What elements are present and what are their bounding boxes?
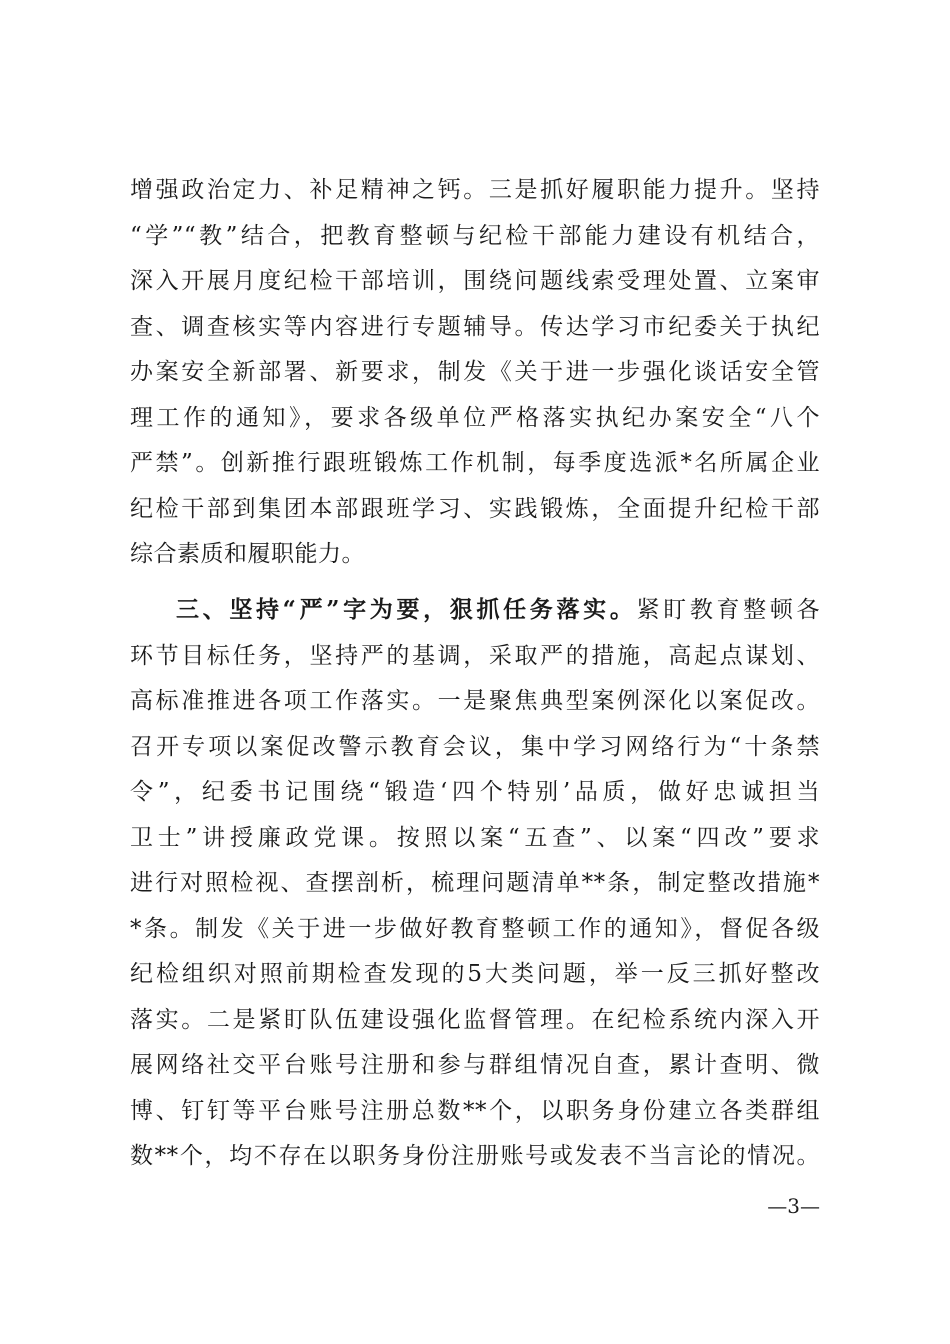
text-line: 严禁”。创新推行跟班锻炼工作机制，每季度选派*名所属企业 — [130, 450, 820, 476]
text-line: 综合素质和履职能力。 — [130, 541, 365, 567]
text-line: 纪检干部到集团本部跟班学习、实践锻炼，全面提升纪检干部 — [130, 495, 820, 522]
text-line: 令”，纪委书记围绕“锻造‘四个特别’品质，做好忠诚担当 — [130, 779, 820, 805]
text-line: 落实。二是紧盯队伍建设强化监督管理。在纪检系统内深入开 — [130, 1006, 820, 1033]
text-line: 展网络社交平台账号注册和参与群组情况自查，累计查明、微 — [130, 1052, 820, 1078]
text-line: *条。制发《关于进一步做好教育整顿工作的通知》，督促各级 — [130, 915, 820, 942]
text-line: 纪检组织对照前期检查发现的5大类问题，举一反三抓好整改 — [130, 961, 820, 987]
text-line: 博、钉钉等平台账号注册总数**个，以职务身份建立各类群组 — [130, 1097, 820, 1124]
text-line: 深入开展月度纪检干部培训，围绕问题线索受理处置、立案审 — [130, 268, 820, 294]
text-line: 理工作的通知》，要求各级单位严格落实执纪办案安全“八个 — [130, 404, 820, 431]
page-number: —3— — [767, 1194, 820, 1218]
text-line: 进行对照检视、查摆剖析，梳理问题清单**条，制定整改措施* — [130, 870, 820, 896]
text-line: 高标准推进各项工作落实。一是聚焦典型案例深化以案促改。 — [130, 688, 820, 714]
text-line: 召开专项以案促改警示教育会议，集中学习网络行为“十条禁 — [130, 733, 820, 760]
text-line: 增强政治定力、补足精神之钙。三是抓好履职能力提升。坚持 — [130, 177, 820, 203]
text-line: 查、调查核实等内容进行专题辅导。传达学习市纪委关于执纪 — [130, 313, 820, 340]
text-line: “学”“教”结合，把教育整顿与纪检干部能力建设有机结合， — [130, 222, 820, 249]
section-3-first-line — [176, 590, 820, 630]
text-line: 环节目标任务，坚持严的基调，采取严的措施，高起点谋划、 — [130, 642, 820, 669]
text-line: 卫士”讲授廉政党课。按照以案“五查”、以案“四改”要求 — [130, 824, 820, 851]
text-line: 办案安全新部署、新要求，制发《关于进一步强化谈话安全管 — [130, 359, 820, 385]
section-3-first-line-text: 紧盯教育整顿各 — [636, 597, 820, 623]
section-3-heading: 三、坚持“严”字为要，狠抓任务落实。 — [176, 596, 637, 623]
text-line: 数**个，均不存在以职务身份注册账号或发表不当言论的情况。 — [130, 1143, 820, 1169]
